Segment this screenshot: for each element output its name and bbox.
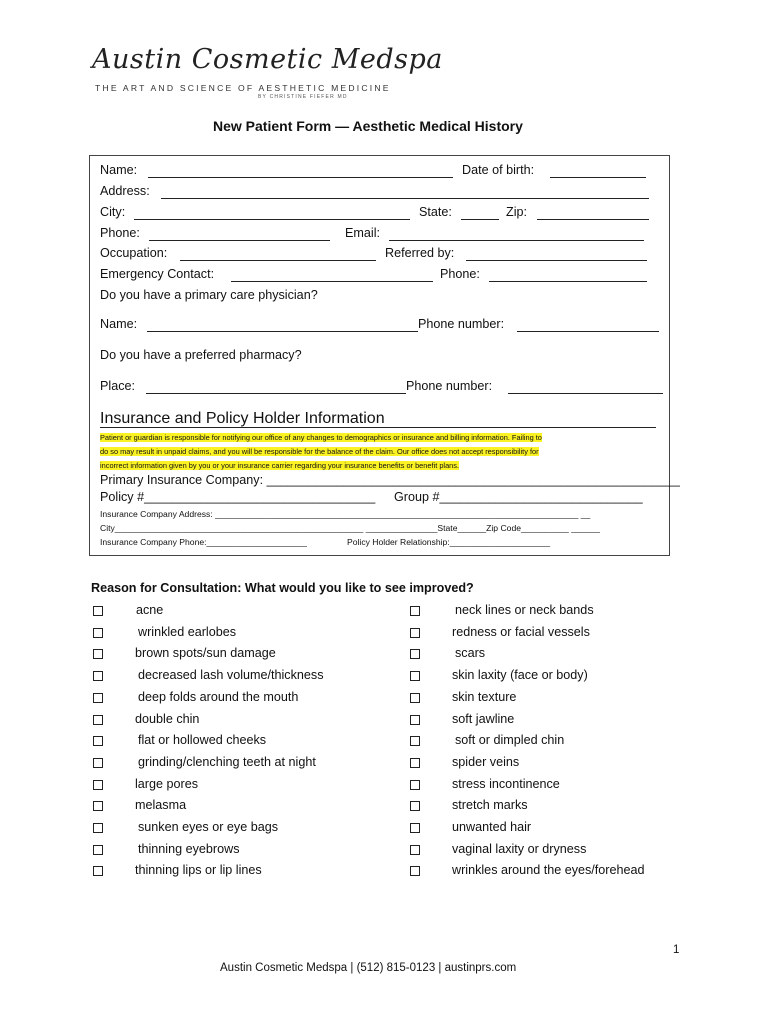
consult-option-label: large pores xyxy=(135,776,199,791)
logo-tagline: THE ART AND SCIENCE OF AESTHETIC MEDICINE xyxy=(95,83,391,93)
consult-option-label: wrinkled earlobes xyxy=(138,624,237,639)
email-field[interactable] xyxy=(389,228,644,241)
consult-checkbox[interactable] xyxy=(93,736,103,746)
consult-checkbox[interactable] xyxy=(93,671,103,681)
dob-label: Date of birth: xyxy=(462,163,535,177)
dob-field[interactable] xyxy=(550,165,646,178)
consult-checkbox[interactable] xyxy=(93,780,103,790)
pharmacy-phone-field[interactable] xyxy=(508,381,663,394)
consult-option-label: deep folds around the mouth xyxy=(138,689,299,704)
consult-option-label: soft or dimpled chin xyxy=(455,733,565,748)
consult-checkbox[interactable] xyxy=(93,758,103,768)
consult-option-label: skin laxity (face or body) xyxy=(452,668,588,683)
emergency-phone-label: Phone: xyxy=(440,267,480,281)
consult-checkbox[interactable] xyxy=(410,693,420,703)
reason-heading: Reason for Consultation: What would you like to see improved? xyxy=(91,581,474,595)
insurance-heading: Insurance and Policy Holder Information xyxy=(100,410,385,427)
consult-option-label: wrinkles around the eyes/forehead xyxy=(452,863,645,878)
policy-holder-relationship-field[interactable]: Policy Holder Relationship:_____________________ xyxy=(347,537,551,547)
occupation-field[interactable] xyxy=(180,248,376,261)
consult-checkbox[interactable] xyxy=(93,606,103,616)
city-label: City: xyxy=(100,205,126,219)
emergency-contact-field[interactable] xyxy=(231,269,433,282)
consult-option-label: stress incontinence xyxy=(452,776,560,791)
consult-option-label: sunken eyes or eye bags xyxy=(138,820,279,834)
footer-text: Austin Cosmetic Medspa | (512) 815-0123 | austinprs.com xyxy=(220,962,517,974)
consult-checkbox[interactable] xyxy=(93,866,103,876)
insurance-notice-line-2: do so may result in unpaid claims, and you will be responsible for the balance of the claim. Our office does not accept responsibility for xyxy=(100,447,539,456)
name-label: Name: xyxy=(100,163,138,177)
consult-option-label: flat or hollowed cheeks xyxy=(138,733,267,748)
consult-checkbox[interactable] xyxy=(410,606,420,616)
consult-option-label: decreased lash volume/thickness xyxy=(138,668,324,683)
consult-checkbox[interactable] xyxy=(93,823,103,833)
consult-option-label: thinning lips or lip lines xyxy=(135,863,262,878)
consult-option-label: soft jawline xyxy=(452,711,515,726)
consult-option-label: double chin xyxy=(135,711,200,726)
state-field[interactable] xyxy=(461,207,499,220)
pharmacy-phone-label: Phone number: xyxy=(406,379,493,393)
consult-checkbox[interactable] xyxy=(410,649,420,659)
pcp-question: Do you have a primary care physician? xyxy=(100,288,318,302)
consult-checkbox[interactable] xyxy=(93,845,103,855)
insurance-heading-underline xyxy=(100,427,656,428)
consult-option-label: unwanted hair xyxy=(452,820,532,834)
name-field[interactable] xyxy=(148,165,453,178)
consult-checkbox[interactable] xyxy=(410,866,420,876)
logo-subline: BY CHRISTINE FIEFER MD xyxy=(258,94,348,100)
pharmacy-place-field[interactable] xyxy=(146,381,406,394)
occupation-label: Occupation: xyxy=(100,246,168,260)
insurance-address-field[interactable]: Insurance Company Address: ____________________________________________________________________________ __ xyxy=(100,509,591,519)
consult-option-label: spider veins xyxy=(452,754,520,769)
insurance-notice-line-1: Patient or guardian is responsible for notifying our office of any changes to demographics or insurance and billing information. Failing to xyxy=(100,433,542,442)
consult-checkbox[interactable] xyxy=(410,715,420,725)
emergency-phone-field[interactable] xyxy=(489,269,647,282)
consult-checkbox[interactable] xyxy=(410,823,420,833)
consult-option-label: melasma xyxy=(135,798,187,813)
policy-number-field[interactable]: Policy #_________________________________ xyxy=(100,490,376,504)
referred-by-field[interactable] xyxy=(466,248,647,261)
consult-option-label: stretch marks xyxy=(452,798,528,813)
consult-checkbox[interactable] xyxy=(410,801,420,811)
logo-wordmark: Austin Cosmetic Medspa xyxy=(92,44,443,75)
consult-checkbox[interactable] xyxy=(93,801,103,811)
consult-checkbox[interactable] xyxy=(93,693,103,703)
consult-option-label: scars xyxy=(455,646,486,661)
group-number-field[interactable]: Group #_____________________________ xyxy=(394,490,643,504)
consult-checkbox[interactable] xyxy=(93,715,103,725)
consult-option-label: grinding/clenching teeth at night xyxy=(138,754,316,769)
consult-option-label: brown spots/sun damage xyxy=(135,646,276,661)
consult-option-label: acne xyxy=(136,603,164,617)
state-label: State: xyxy=(419,205,452,219)
zip-label: Zip: xyxy=(506,205,527,219)
phone-label: Phone: xyxy=(100,226,140,240)
referred-by-label: Referred by: xyxy=(385,246,455,260)
consult-option-label: neck lines or neck bands xyxy=(455,603,594,617)
consult-checkbox[interactable] xyxy=(410,758,420,768)
consult-checkbox[interactable] xyxy=(410,628,420,638)
pcp-name-label: Name: xyxy=(100,317,138,331)
consult-option-label: vaginal laxity or dryness xyxy=(452,841,587,856)
consult-option-label: skin texture xyxy=(452,689,517,704)
pcp-phone-field[interactable] xyxy=(517,319,659,332)
pharmacy-question: Do you have a preferred pharmacy? xyxy=(100,348,302,362)
insurance-notice-line-3: incorrect information given by you or your insurance carrier regarding your insurance benefits or benefit plans. xyxy=(100,461,460,470)
consult-checkbox[interactable] xyxy=(410,780,420,790)
consult-checkbox[interactable] xyxy=(93,628,103,638)
emergency-contact-label: Emergency Contact: xyxy=(100,267,215,281)
phone-field[interactable] xyxy=(149,228,330,241)
zip-field[interactable] xyxy=(537,207,649,220)
pcp-name-field[interactable] xyxy=(147,319,418,332)
consult-checkbox[interactable] xyxy=(410,671,420,681)
insurance-phone-field[interactable]: Insurance Company Phone:_____________________ xyxy=(100,537,307,547)
email-label: Email: xyxy=(345,226,380,240)
page-number: 1 xyxy=(673,944,680,956)
address-field[interactable] xyxy=(161,186,649,199)
consult-checkbox[interactable] xyxy=(410,845,420,855)
consult-checkbox[interactable] xyxy=(93,649,103,659)
form-title: New Patient Form — Aesthetic Medical History xyxy=(213,118,523,134)
consult-option-label: thinning eyebrows xyxy=(138,841,240,856)
primary-insurance-field[interactable]: Primary Insurance Company: ___________________________________________________________ xyxy=(100,473,680,487)
pcp-phone-label: Phone number: xyxy=(418,317,505,331)
insurance-city-state-zip-field[interactable]: City____________________________________________________ _______________State______Zip Code__________ ______ xyxy=(100,523,600,533)
consult-checkbox[interactable] xyxy=(410,736,420,746)
address-label: Address: xyxy=(100,184,150,198)
city-field[interactable] xyxy=(134,207,410,220)
pharmacy-place-label: Place: xyxy=(100,379,136,393)
consult-option-label: redness or facial vessels xyxy=(452,624,590,639)
